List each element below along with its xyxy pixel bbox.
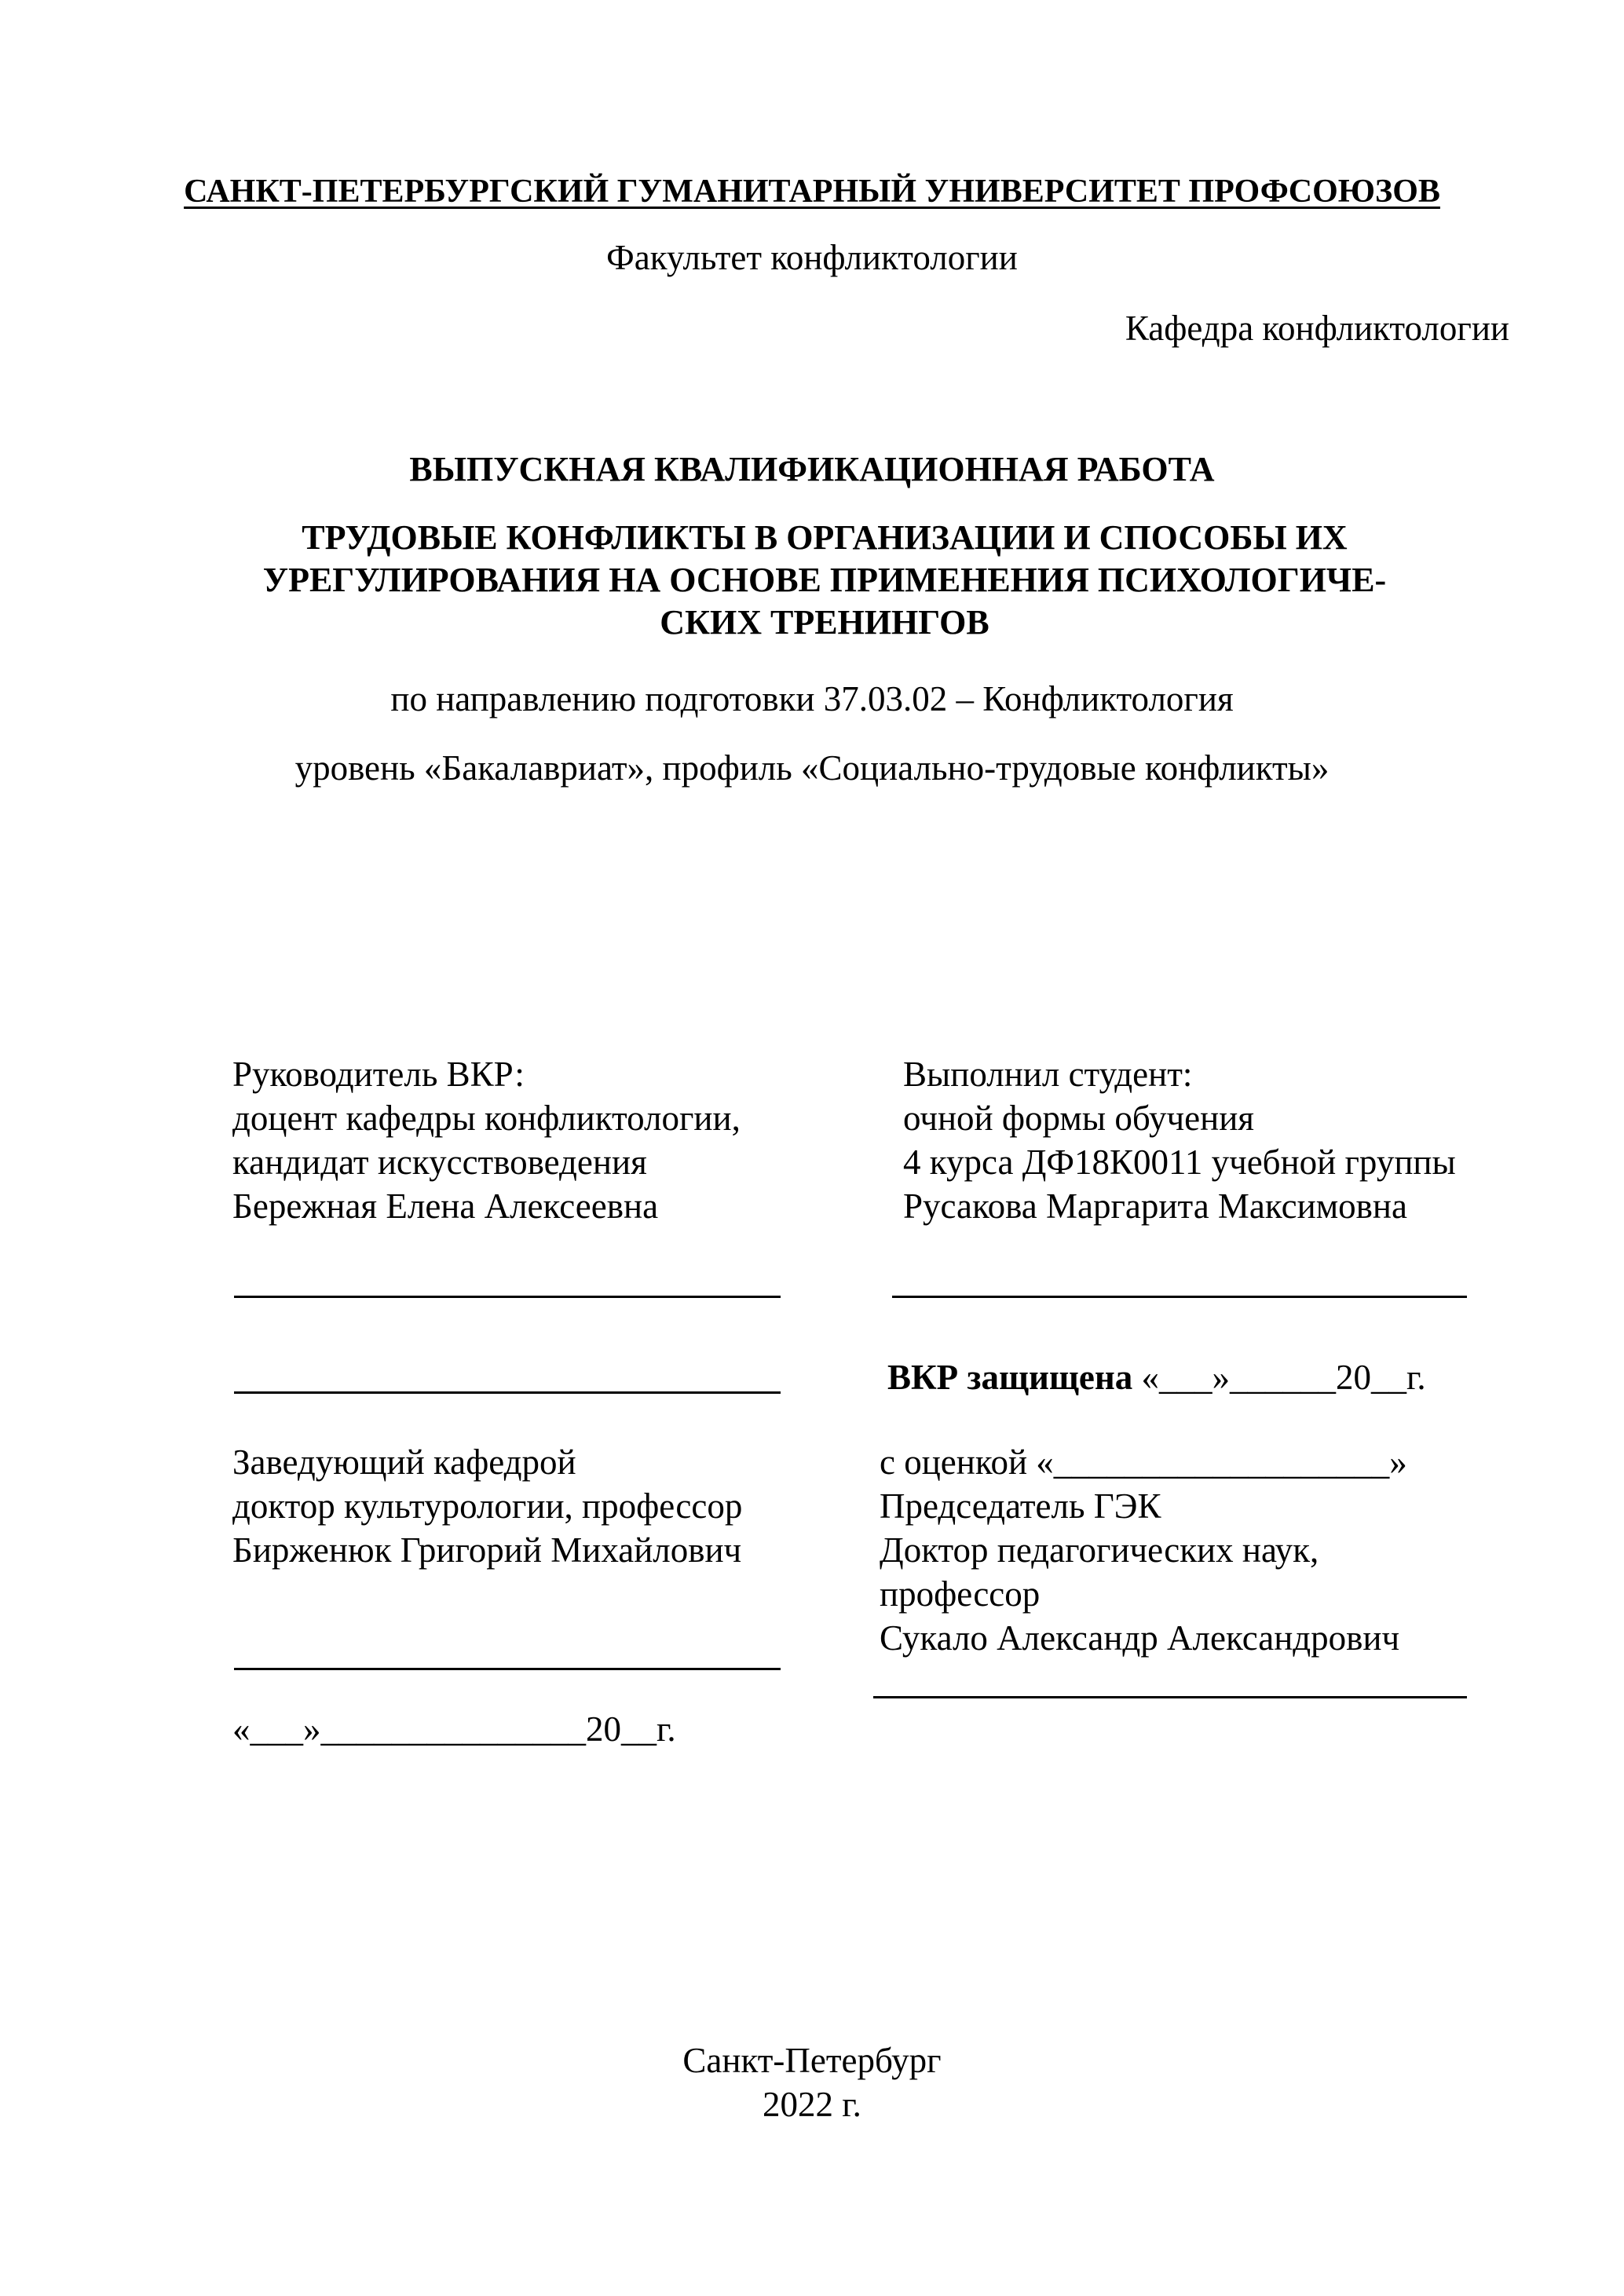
thesis-title xyxy=(228,517,1421,644)
thesis-title-line: СКИХ ТРЕНИНГОВ xyxy=(660,603,989,642)
document-type: ВЫПУСКНАЯ КВАЛИФИКАЦИОННАЯ РАБОТА xyxy=(409,450,1215,488)
supervisor-second-signature-line xyxy=(234,1391,781,1394)
head-label: Заведующий кафедрой xyxy=(232,1442,576,1482)
student-label: Выполнил студент: xyxy=(903,1055,1193,1094)
thesis-title-line: ТРУДОВЫЕ КОНФЛИКТЫ В ОРГАНИЗАЦИИ И СПОСОБЫ ИХ xyxy=(302,518,1348,557)
supervisor-signature-line xyxy=(234,1296,781,1298)
chair-name: Сукало Александр Александрович xyxy=(880,1618,1400,1658)
head-date: «___»_______________20__г. xyxy=(232,1709,676,1749)
supervisor-degree: кандидат искусствоведения xyxy=(232,1143,647,1182)
grade-label: с оценкой «___________________» xyxy=(880,1442,1407,1482)
chair-title: профессор xyxy=(880,1574,1041,1614)
defense-status xyxy=(887,1355,1426,1399)
head-degree: доктор культурологии, профессор xyxy=(232,1486,743,1526)
chair-label: Председатель ГЭК xyxy=(880,1486,1161,1526)
supervisor-position: доцент кафедры конфликтологии, xyxy=(232,1099,741,1138)
head-signature-line xyxy=(234,1668,781,1670)
defense-date: «___»______20__г. xyxy=(1141,1358,1426,1397)
head-name: Бирженюк Григорий Михайлович xyxy=(232,1530,742,1570)
university-name: САНКТ-ПЕТЕРБУРГСКИЙ ГУМАНИТАРНЫЙ УНИВЕРСИТЕТ ПРОФСОЮЗОВ xyxy=(184,174,1440,210)
supervisor-label: Руководитель ВКР: xyxy=(232,1055,525,1094)
city: Санкт-Петербург xyxy=(682,2041,942,2080)
study-direction: по направлению подготовки 37.03.02 – Конфликтология xyxy=(390,679,1234,718)
student-study-form: очной формы обучения xyxy=(903,1099,1254,1138)
faculty-name: Факультет конфликтологии xyxy=(606,238,1018,277)
supervisor-name: Бережная Елена Алексеевна xyxy=(232,1186,659,1226)
thesis-title-line: УРЕГУЛИРОВАНИЯ НА ОСНОВЕ ПРИМЕНЕНИЯ ПСИХОЛОГИЧЕ- xyxy=(262,561,1387,599)
study-level: уровень «Бакалавриат», профиль «Социально-трудовые конфликты» xyxy=(294,748,1330,788)
chair-degree: Доктор педагогических наук, xyxy=(880,1530,1319,1570)
student-name: Русакова Маргарита Максимовна xyxy=(903,1186,1407,1226)
year: 2022 г. xyxy=(763,2085,861,2124)
student-group: 4 курса ДФ18К0011 учебной группы xyxy=(903,1143,1456,1182)
student-signature-line xyxy=(892,1296,1467,1298)
defense-label: ВКР защищена xyxy=(887,1358,1133,1397)
department-name: Кафедра конфликтологии xyxy=(1125,309,1509,348)
chair-signature-line xyxy=(873,1696,1467,1698)
